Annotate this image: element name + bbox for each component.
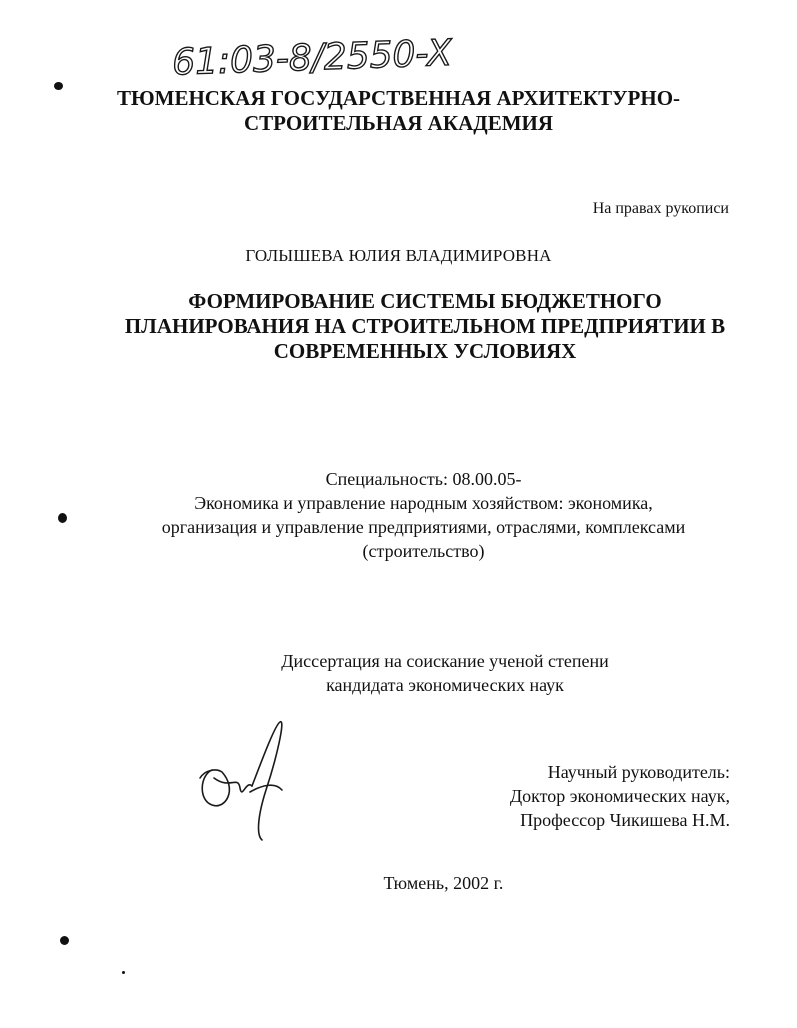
specialty-block (80, 467, 767, 563)
degree-line: кандидата экономических наук (326, 675, 564, 695)
scan-dot (58, 513, 67, 523)
title-line: ФОРМИРОВАНИЕ СИСТЕМЫ БЮДЖЕТНОГО (188, 289, 662, 313)
specialty-line: (строительство) (362, 541, 485, 561)
author-name: ГОЛЫШЕВА ЮЛИЯ ВЛАДИМИРОВНА (245, 246, 552, 265)
specialty-line: Экономика и управление народным хозяйством: экономика, (194, 493, 653, 513)
scan-dot (60, 936, 69, 945)
supervisor-name: Профессор Чикишева Н.М. (520, 810, 730, 830)
institution-name (60, 86, 737, 136)
title-line: ПЛАНИРОВАНИЯ НА СТРОИТЕЛЬНОМ ПРЕДПРИЯТИИ В (124, 314, 726, 338)
title-line: СОВРЕМЕННЫХ УСЛОВИЯХ (273, 339, 577, 363)
catalog-number: 61:03-8/2550-X (171, 32, 453, 84)
thesis-title (100, 289, 750, 364)
degree-block (145, 649, 745, 697)
specialty-code: Специальность: 08.00.05- (325, 469, 522, 489)
degree-line: Диссертация на соискание ученой степени (281, 651, 609, 671)
institution-line: СТРОИТЕЛЬНАЯ АКАДЕМИЯ (243, 111, 554, 135)
supervisor-label: Научный руководитель: (547, 762, 730, 782)
city-year: Тюмень, 2002 г. (383, 873, 504, 893)
scan-dot (122, 971, 125, 974)
supervisor-degree: Доктор экономических наук, (509, 786, 730, 806)
manuscript-note: На правах рукописи (592, 200, 729, 217)
specialty-line: организация и управление предприятиями, отраслями, комплексами (161, 517, 686, 537)
signature (200, 722, 282, 840)
supervisor-block (510, 760, 730, 832)
institution-line: ТЮМЕНСКАЯ ГОСУДАРСТВЕННАЯ АРХИТЕКТУРНО- (116, 86, 681, 110)
